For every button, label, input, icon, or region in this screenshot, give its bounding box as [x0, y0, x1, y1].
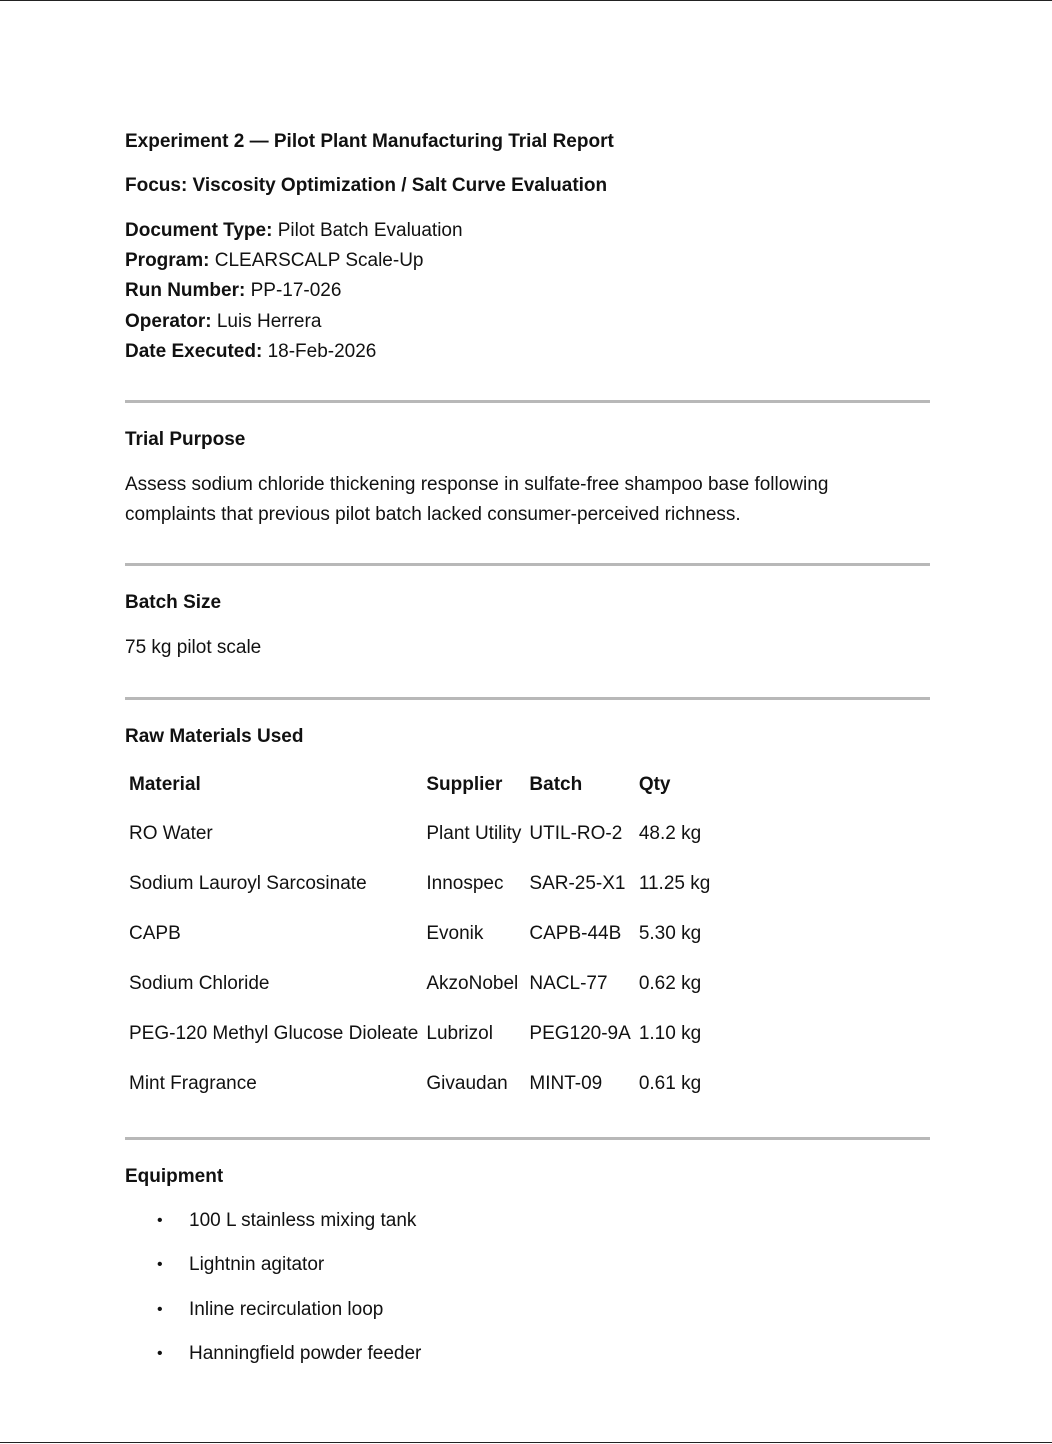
- document-subtitle: Focus: Viscosity Optimization / Salt Curve Evaluation: [125, 175, 608, 196]
- section-divider: [125, 400, 930, 403]
- cell-qty: 5.30 kg: [638, 923, 702, 945]
- section-divider: [125, 563, 930, 566]
- cell-qty: 1.10 kg: [638, 1023, 702, 1045]
- cell-supplier: Evonik: [426, 923, 484, 945]
- batch-size-text: 75 kg pilot scale: [125, 637, 262, 659]
- cell-batch: NACL-77: [529, 973, 608, 995]
- meta-run-number: [125, 276, 930, 306]
- table-row: [125, 909, 714, 959]
- cell-batch: CAPB-44B: [529, 923, 622, 945]
- list-item: [125, 1251, 930, 1295]
- cell-material: Sodium Chloride: [129, 973, 270, 995]
- cell-supplier: AkzoNobel: [426, 973, 519, 995]
- cell-material: Sodium Lauroyl Sarcosinate: [129, 873, 367, 895]
- column-header-supplier: Supplier: [426, 774, 503, 796]
- meta-program: [125, 246, 930, 276]
- equipment-item-label: Lightnin agitator: [189, 1254, 325, 1276]
- meta-key: Run Number:: [125, 280, 246, 302]
- equipment-heading: Equipment: [125, 1166, 224, 1188]
- table-header-row: [125, 761, 714, 809]
- list-item: [125, 1207, 930, 1251]
- meta-date-executed: [125, 337, 930, 367]
- table-row: [125, 1009, 714, 1059]
- list-item: [125, 1296, 930, 1340]
- cell-supplier: Plant Utility: [426, 823, 522, 845]
- list-item: [125, 1340, 930, 1384]
- cell-batch: SAR-25-X1: [529, 873, 626, 895]
- raw-materials-heading: Raw Materials Used: [125, 726, 304, 748]
- cell-qty: 0.61 kg: [638, 1073, 702, 1095]
- meta-value: Pilot Batch Evaluation: [277, 220, 463, 241]
- cell-batch: MINT-09: [529, 1073, 603, 1095]
- bullet-icon: •: [157, 1300, 163, 1318]
- meta-value: Luis Herrera: [216, 310, 322, 332]
- page-bottom-border: [0, 1442, 1052, 1443]
- document-body: [125, 128, 930, 1384]
- cell-qty: 0.62 kg: [638, 973, 702, 995]
- cell-material: CAPB: [129, 923, 181, 945]
- cell-supplier: Innospec: [426, 873, 504, 895]
- meta-key: Date Executed:: [125, 340, 263, 362]
- meta-key: Program:: [125, 250, 210, 272]
- table-row: [125, 809, 714, 859]
- document-metadata: [125, 216, 930, 367]
- cell-batch: PEG120-9A: [529, 1023, 631, 1045]
- batch-size-heading: Batch Size: [125, 592, 222, 614]
- bullet-icon: •: [157, 1256, 163, 1274]
- bullet-icon: •: [157, 1344, 163, 1362]
- column-header-material: Material: [129, 774, 201, 796]
- table-row: [125, 1059, 714, 1109]
- cell-material: Mint Fragrance: [129, 1073, 257, 1095]
- meta-value: 18-Feb-2026: [267, 340, 377, 362]
- trial-purpose-line-2: complaints that previous pilot batch lacked consumer-perceived richness.: [125, 504, 741, 526]
- meta-operator: [125, 307, 930, 337]
- trial-purpose-line-1: Assess sodium chloride thickening response in sulfate-free shampoo base following: [125, 474, 829, 496]
- equipment-item-label: Hanningfield powder feeder: [189, 1342, 422, 1364]
- column-header-qty: Qty: [638, 774, 671, 796]
- section-divider: [125, 1137, 930, 1140]
- cell-batch: UTIL-RO-2: [529, 823, 623, 845]
- cell-material: PEG-120 Methyl Glucose Dioleate: [129, 1023, 419, 1045]
- cell-qty: 11.25 kg: [638, 873, 711, 895]
- meta-value: PP-17-026: [250, 280, 342, 302]
- section-divider: [125, 697, 930, 700]
- meta-value: CLEARSCALP Scale-Up: [214, 250, 424, 272]
- column-header-batch: Batch: [529, 774, 583, 796]
- table-row: [125, 859, 714, 909]
- equipment-item-label: Inline recirculation loop: [189, 1298, 384, 1320]
- equipment-list: [125, 1207, 930, 1384]
- cell-supplier: Givaudan: [426, 1073, 508, 1095]
- document-title: Experiment 2 — Pilot Plant Manufacturing Trial Report: [125, 131, 614, 152]
- raw-materials-table: [125, 761, 714, 1109]
- meta-document-type: [125, 216, 930, 246]
- cell-supplier: Lubrizol: [426, 1023, 493, 1045]
- equipment-item-label: 100 L stainless mixing tank: [189, 1210, 417, 1232]
- meta-key: Operator:: [125, 310, 212, 332]
- trial-purpose-heading: Trial Purpose: [125, 429, 246, 451]
- meta-key: Document Type:: [125, 220, 273, 241]
- cell-qty: 48.2 kg: [638, 823, 702, 845]
- bullet-icon: •: [157, 1212, 163, 1230]
- page-top-border: [0, 0, 1052, 1]
- cell-material: RO Water: [129, 823, 213, 845]
- table-row: [125, 959, 714, 1009]
